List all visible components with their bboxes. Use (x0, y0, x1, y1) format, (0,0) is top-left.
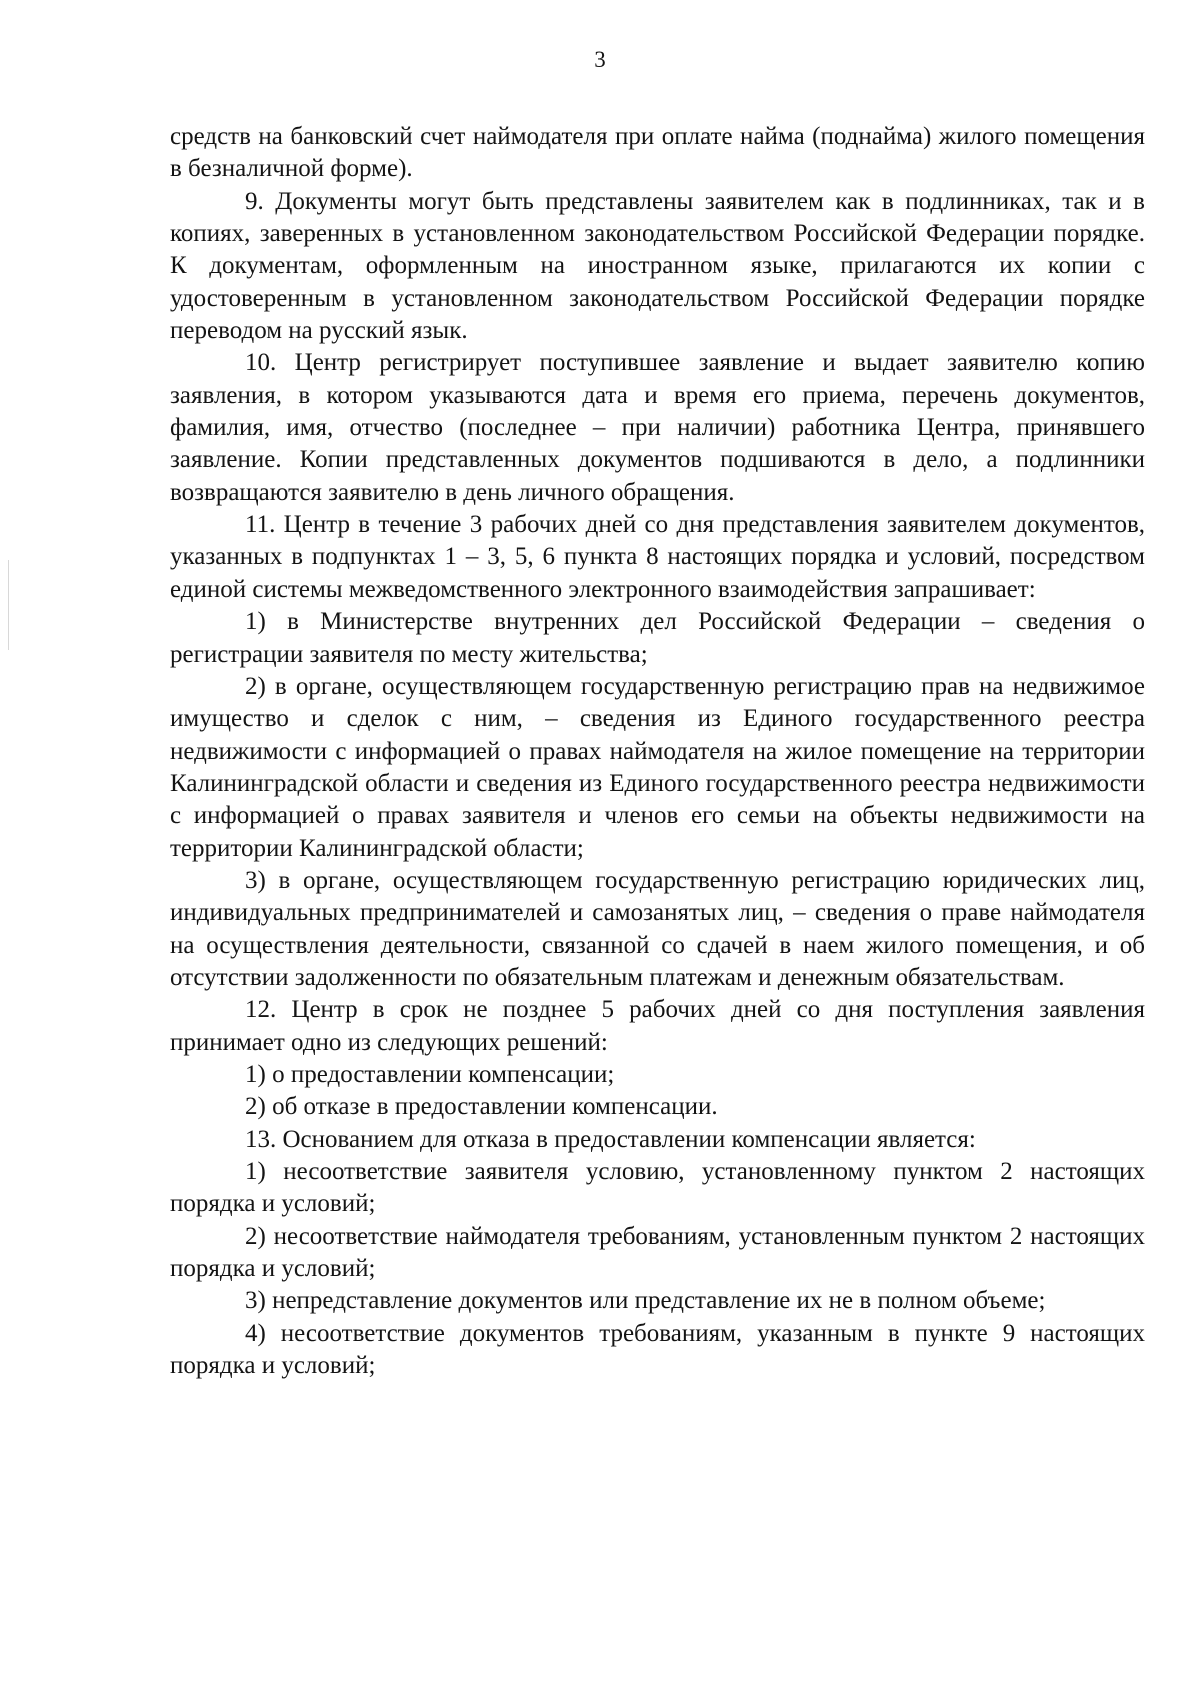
paragraph-item-11-sub-1: 1) в Министерстве внутренних дел Российской Федерации – сведения о регистрации заявителя по месту жительства; (170, 608, 1145, 668)
paragraph-continuation: средств на банковский счет наймодателя при оплате найма (поднайма) жилого помещения в безналичной форме). (170, 123, 1145, 183)
paragraph-item-11-sub-2: 2) в органе, осуществляющем государственную регистрацию прав на недвижимое имущество и сделок с ним, – сведения из Единого государственного реестра недвижимости с информацией о правах наймодателя на жилое помещение на территории Калининградской области и сведения из Единого государственного реестра недвижимости с информацией о правах заявителя и членов его семьи на объекты недвижимости на территории Калининградской области; (170, 672, 1145, 862)
paragraph-item-13-sub-4: 4) несоответствие документов требованиям, указанным в пункте 9 настоящих порядка и условий; (170, 1319, 1145, 1380)
paragraph-item-13-sub-2: 2) несоответствие наймодателя требованиям, установленным пунктом 2 настоящих порядка и условий; (170, 1222, 1145, 1283)
scan-edge-mark (8, 560, 9, 650)
paragraph-item-10: 10. Центр регистрирует поступившее заявление и выдает заявителю копию заявления, в котором указываются дата и время его приема, перечень документов, фамилия, имя, отчество (последнее – при наличии) работника Центра, принявшего заявление. Копии представленных документов подшиваются в дело, а подлинники возвращаются заявителю в день личного обращения. (170, 349, 1145, 506)
document-body (170, 121, 1145, 1382)
paragraph-item-13-sub-3: 3) непредставление документов или представление их не в полном объеме; (245, 1287, 1046, 1315)
page-number: 3 (594, 47, 606, 72)
paragraph-item-12-sub-2: 2) об отказе в предоставлении компенсации. (245, 1093, 718, 1121)
paragraph-item-11-sub-3: 3) в органе, осуществляющем государственную регистрацию юридических лиц, индивидуальных предпринимателей и самозанятых лиц, – сведения о праве наймодателя на осуществления деятельности, связанной со сдачей в наем жилого помещения, и об отсутствии задолженности по обязательным платежам и денежным обязательствам. (170, 866, 1145, 991)
paragraph-item-13: 13. Основанием для отказа в предоставлении компенсации является: (245, 1125, 976, 1153)
paragraph-item-12: 12. Центр в срок не позднее 5 рабочих дней со дня поступления заявления принимает одно из следующих решений: (170, 996, 1145, 1056)
paragraph-item-11: 11. Центр в течение 3 рабочих дней со дня представления заявителем документов, указанных в подпунктах 1 – 3, 5, 6 пункта 8 настоящих порядка и условий, посредством единой системы межведомственного электронного взаимодействия запрашивает: (170, 511, 1145, 603)
paragraph-item-13-sub-1: 1) несоответствие заявителя условию, установленному пунктом 2 настоящих порядка и условий; (170, 1158, 1145, 1218)
paragraph-item-9: 9. Документы могут быть представлены заявителем как в подлинниках, так и в копиях, заверенных в установленном законодательством Российской Федерации порядке. К документам, оформленным на иностранном языке, прилагаются их копии с удостоверенным в установленном законодательством Российской Федерации порядке переводом на русский язык. (170, 187, 1145, 345)
paragraph-item-12-sub-1: 1) о предоставлении компенсации; (245, 1060, 615, 1088)
